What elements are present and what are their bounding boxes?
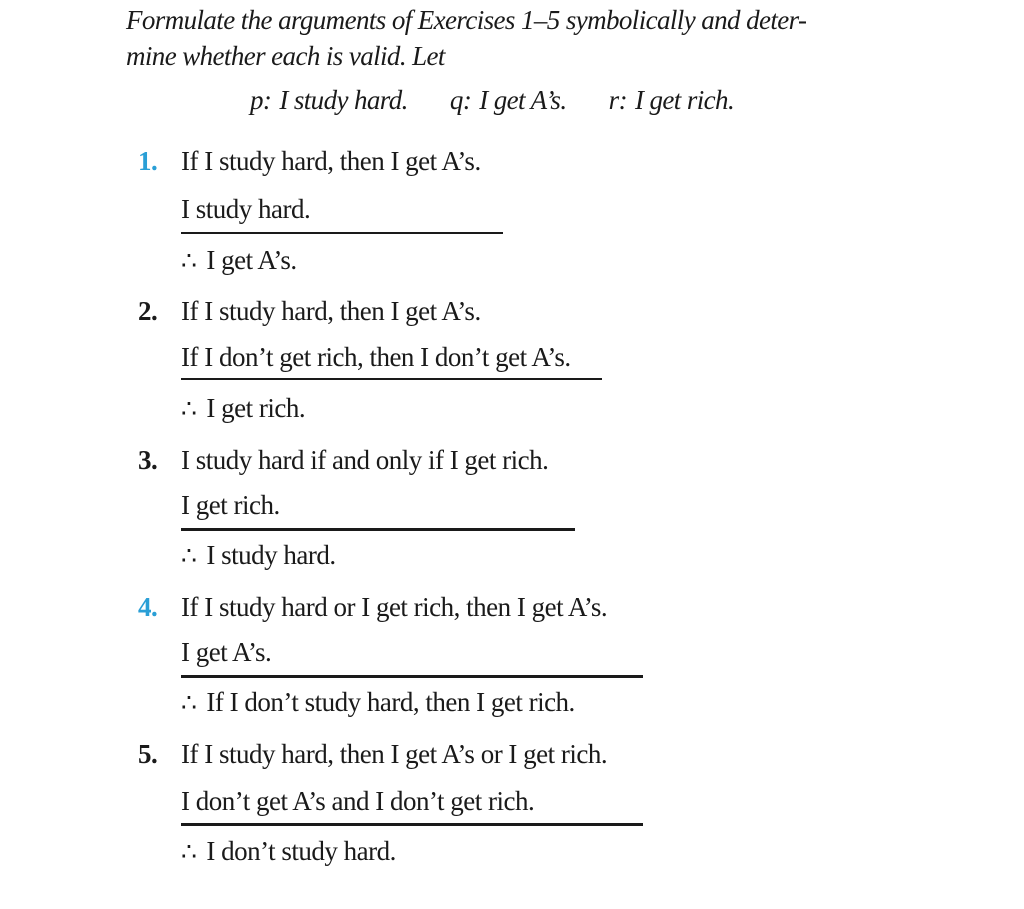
exercise-number-3: 3. [138, 445, 158, 475]
definition-p: p: I study hard. [250, 82, 408, 118]
definition-r-text: I get rich. [634, 85, 735, 115]
exercise-3-conclusion: I study hard. [206, 540, 336, 570]
exercise-1-divider [181, 232, 503, 234]
therefore-symbol: ∴ [181, 543, 197, 570]
exercise-number-1: 1. [138, 146, 158, 176]
definition-q-text: I get A’s. [479, 85, 567, 115]
proposition-definitions [250, 82, 734, 118]
exercise-3-divider [181, 528, 575, 531]
exercise-4-divider [181, 675, 643, 678]
exercise-3-premise-1: I study hard if and only if I get rich. [181, 445, 549, 475]
definition-r-variable: r [608, 85, 619, 115]
exercise-3-premise-2: I get rich. [181, 490, 280, 520]
therefore-symbol: ∴ [181, 839, 197, 866]
exercise-2-premise-2: If I don’t get rich, then I don’t get A’s. [181, 342, 571, 372]
exercise-2-divider [181, 378, 602, 380]
exercise-number-4: 4. [138, 592, 158, 622]
exercise-number-5: 5. [138, 739, 158, 769]
therefore-symbol: ∴ [181, 248, 197, 275]
instructions-line-1: Formulate the arguments of Exercises 1–5 symbolically and deter- [126, 5, 807, 35]
exercise-1-premise-2: I study hard. [181, 194, 311, 224]
exercise-1-conclusion: I get A’s. [206, 245, 297, 275]
therefore-symbol: ∴ [181, 396, 197, 423]
definition-q: q: I get A’s. [450, 82, 567, 118]
exercise-4-premise-2: I get A’s. [181, 637, 272, 667]
therefore-symbol: ∴ [181, 690, 197, 717]
exercise-1-conclusion-line [181, 242, 297, 280]
exercise-5-divider [181, 823, 643, 826]
exercise-2-conclusion-line [181, 390, 305, 428]
exercise-1-premise-1: If I study hard, then I get A’s. [181, 146, 481, 176]
exercise-5-premise-1: If I study hard, then I get A’s or I get rich. [181, 739, 608, 769]
definition-r: r: I get rich. [609, 82, 734, 118]
exercise-3-conclusion-line [181, 537, 336, 575]
instructions-line-2: mine whether each is valid. Let [126, 41, 445, 71]
instructions [126, 2, 886, 74]
exercise-4-conclusion-line [181, 684, 575, 722]
exercise-4-conclusion: If I don’t study hard, then I get rich. [206, 687, 575, 717]
exercise-2-premise-1: If I study hard, then I get A’s. [181, 296, 481, 326]
exercise-5-conclusion-line [181, 833, 396, 871]
definition-p-text: I study hard. [279, 85, 408, 115]
exercise-5-premise-2: I don’t get A’s and I don’t get rich. [181, 786, 535, 816]
definition-q-variable: q [449, 85, 463, 115]
exercise-4-premise-1: If I study hard or I get rich, then I get A’s. [181, 592, 608, 622]
exercise-5-conclusion: I don’t study hard. [206, 836, 396, 866]
definition-p-variable: p [250, 85, 263, 115]
exercise-2-conclusion: I get rich. [206, 393, 306, 423]
exercise-number-2: 2. [138, 296, 158, 326]
